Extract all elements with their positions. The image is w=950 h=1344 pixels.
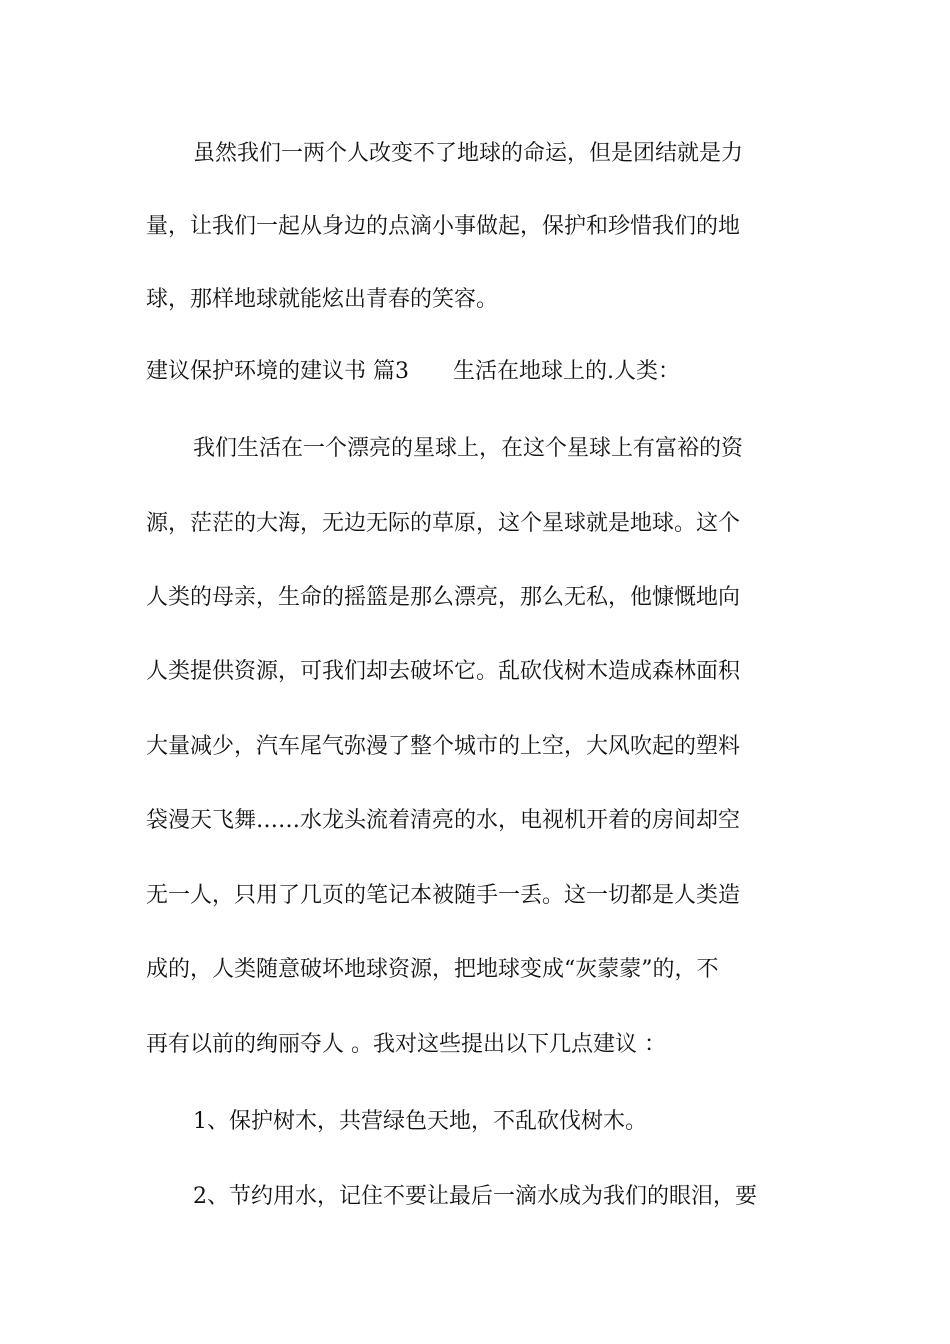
paragraph-line: 量，让我们一起从身边的点滴小事做起，保护和珍惜我们的地 [146,214,741,239]
paragraph-line: 球，那样地球就能炫出青春的笑容。 [146,287,499,312]
paragraph-line: 大量减少，汽车尾气弥漫了整个城市的上空，大风吹起的塑料 [146,734,741,759]
paragraph-line: 人类的母亲，生命的摇篮是那么漂亮，那么无私，他慷慨地向 [146,585,741,610]
paragraph-line: 无一人，只用了几页的笔记本被随手一丢。这一切都是人类造 [146,883,741,908]
list-item: 1、保护树木，共营绿色天地，不乱砍伐树木。 [193,1109,647,1134]
paragraph-line: 虽然我们一两个人改变不了地球的命运，但是团结就是力 [193,141,744,166]
paragraph-line: 人类提供资源，可我们却去破坏它。乱砍伐树木造成森林面积 [146,659,741,684]
section-heading [146,355,806,389]
heading-title: 建议保护环境的建议书 篇3 [146,359,409,384]
paragraph-line: 袋漫天飞舞……水龙头流着清亮的水，电视机开着的房间却空 [146,808,741,833]
salutation: 生活在地球上的.人类： [453,359,680,384]
paragraph-line: 我们生活在一个漂亮的星球上，在这个星球上有富裕的资 [193,436,744,461]
paragraph-line: 源，茫茫的大海，无边无际的草原，这个星球就是地球。这个 [146,511,741,536]
paragraph-line: 再有以前的绚丽夺人 。我对这些提出以下几点建议 ： [146,1032,666,1057]
list-item: 2、节约用水，记住不要让最后一滴水成为我们的眼泪，要 [193,1184,757,1209]
paragraph-line: 成的，人类随意破坏地球资源，把地球变成“灰蒙蒙”的，不 [146,957,719,982]
